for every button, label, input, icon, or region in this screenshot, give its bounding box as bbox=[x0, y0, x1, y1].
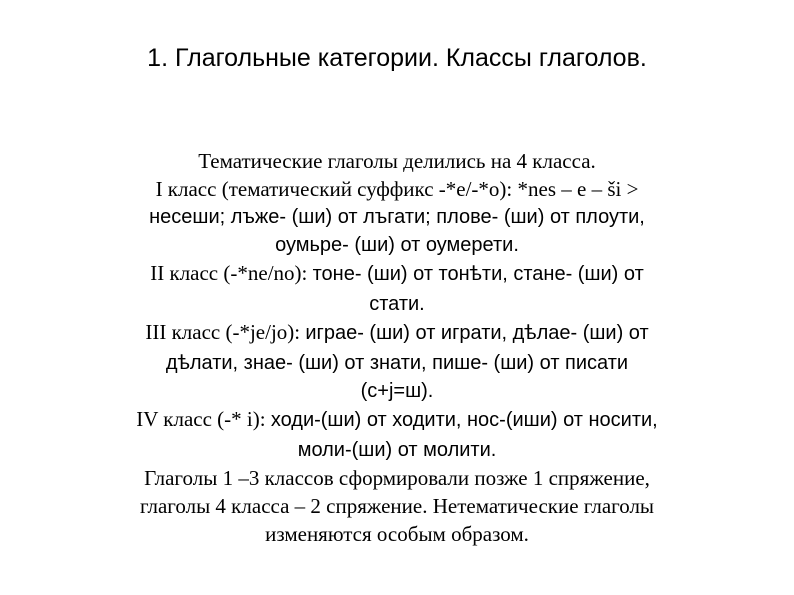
class-3-label: III класс (-*je/jo): bbox=[145, 320, 306, 344]
class-3-examples: играе- (ши) от играти, дѣлае- (ши) от bbox=[305, 322, 649, 344]
slide-title: 1. Глагольные категории. Классы глаголов. bbox=[147, 44, 647, 72]
body-line-5 bbox=[60, 259, 734, 290]
body-line-4: оумьре- (ши) от оумерети. bbox=[275, 234, 519, 256]
slide-body bbox=[60, 147, 734, 548]
body-line-13: глаголы 4 класса – 2 спряжение. Нетематические глаголы bbox=[139, 494, 655, 518]
body-line-12: Глаголы 1 –3 классов сформировали позже 1 спряжение, bbox=[144, 466, 650, 490]
body-line-6: стати. bbox=[369, 293, 425, 315]
body-line-11: моли-(ши) от молити. bbox=[297, 439, 497, 461]
body-line-2: I класс (тематический суффикс -*e/-*o): *nes – e – ši > bbox=[155, 177, 639, 201]
body-line-3: несеши; лъже- (ши) от лъгати; плове- (ши) от плоути, bbox=[149, 206, 645, 228]
body-line-14: изменяются особым образом. bbox=[265, 522, 529, 546]
body-line-8: дѣлати, знае- (ши) от знати, пише- (ши) от писати bbox=[165, 352, 629, 374]
class-4-label: IV класс (-* i): bbox=[136, 407, 271, 431]
body-line-7 bbox=[60, 318, 734, 349]
class-2-label: II класс (-*ne/no): bbox=[150, 261, 313, 285]
body-line-9: (с+j=ш). bbox=[360, 380, 434, 402]
class-4-examples: ходи-(ши) от ходити, нос-(иши) от носити, bbox=[270, 409, 658, 431]
body-line-10 bbox=[60, 405, 734, 436]
class-2-examples: тоне- (ши) от тонѣти, стане- (ши) от bbox=[312, 263, 644, 285]
body-line-1: Тематические глаголы делились на 4 класса. bbox=[198, 149, 596, 173]
